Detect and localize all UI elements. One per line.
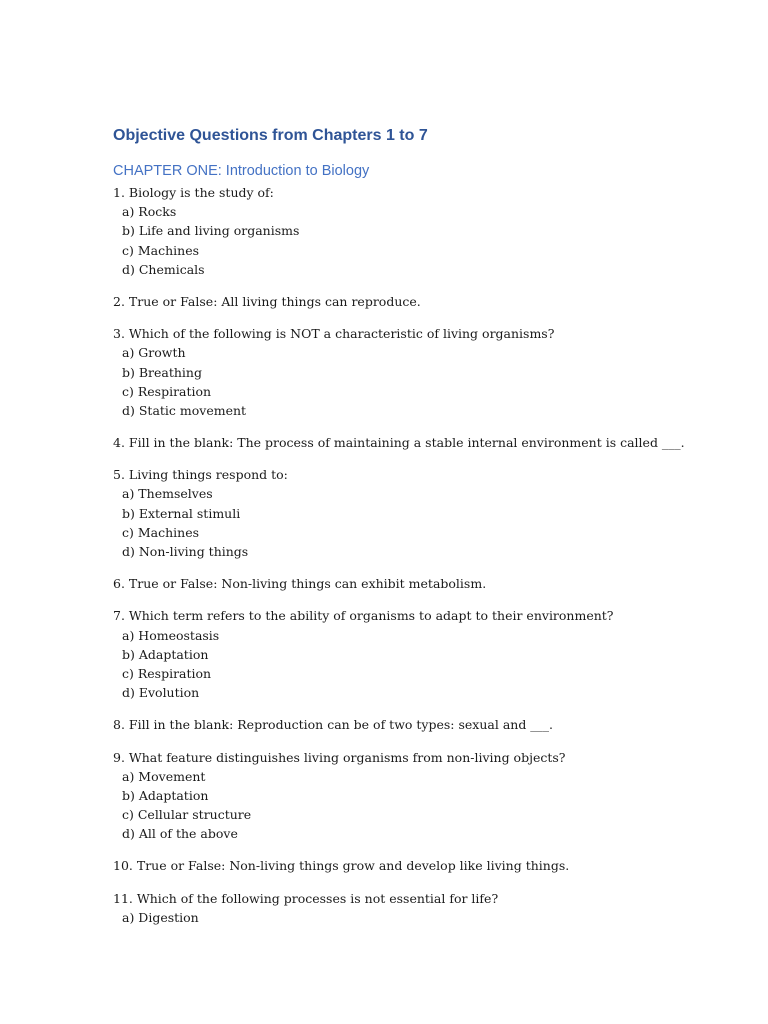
question-text: 10. True or False: Non-living things grow and develop like living things.: [113, 858, 570, 874]
question-text: 8. Fill in the blank: Reproduction can be of two types: sexual and ___.: [113, 717, 554, 733]
question-block: [113, 433, 713, 452]
question-text: 6. True or False: Non-living things can exhibit metabolism.: [113, 576, 487, 592]
question-text: 11. Which of the following processes is not essential for life?: [113, 890, 499, 906]
answer-option: c) Machines: [122, 524, 200, 540]
answer-option: d) Static movement: [122, 402, 247, 418]
question-text: 2. True or False: All living things can reproduce.: [113, 293, 421, 309]
question-block: [113, 465, 713, 561]
document-page: [113, 126, 713, 940]
question-block: [113, 715, 713, 734]
question-text: 5. Living things respond to:: [113, 467, 288, 483]
question-text: 4. Fill in the blank: The process of maintaining a stable internal environment is called ___.: [113, 435, 685, 451]
question-text: 7. Which term refers to the ability of organisms to adapt to their environment?: [113, 608, 614, 624]
question-text: 9. What feature distinguishes living organisms from non-living objects?: [113, 749, 566, 765]
answer-option: a) Rocks: [122, 204, 177, 220]
answer-option: d) All of the above: [122, 826, 238, 842]
answer-option: a) Growth: [122, 345, 186, 361]
question-block: [113, 574, 713, 593]
answer-option: d) Non-living things: [122, 544, 249, 559]
answer-option: d) Chemicals: [122, 261, 205, 277]
question-text: 1. Biology is the study of:: [113, 185, 274, 200]
answer-option: d) Evolution: [122, 685, 200, 701]
answer-option: b) Breathing: [122, 364, 202, 380]
question-list: [113, 183, 713, 927]
answer-option: a) Digestion: [122, 909, 199, 925]
answer-option: c) Respiration: [122, 383, 212, 399]
answer-option: c) Respiration: [122, 665, 212, 681]
question-text: 3. Which of the following is NOT a characteristic of living organisms?: [113, 326, 555, 342]
answer-option: a) Movement: [122, 768, 206, 784]
question-block: [113, 889, 713, 927]
answer-option: b) Adaptation: [122, 646, 209, 662]
chapter-heading: CHAPTER ONE: Introduction to Biology: [113, 163, 370, 179]
question-block: [113, 292, 713, 311]
question-block: [113, 856, 713, 875]
answer-option: b) Life and living organisms: [122, 223, 300, 239]
answer-option: a) Themselves: [122, 486, 213, 502]
question-block: [113, 183, 713, 279]
answer-option: b) Adaptation: [122, 787, 209, 803]
answer-option: a) Homeostasis: [122, 627, 220, 643]
document-title: Objective Questions from Chapters 1 to 7: [113, 127, 428, 144]
answer-option: c) Cellular structure: [122, 807, 252, 823]
question-block: [113, 606, 713, 702]
question-block: [113, 324, 713, 420]
answer-option: c) Machines: [122, 242, 200, 258]
question-block: [113, 748, 713, 844]
answer-option: b) External stimuli: [122, 505, 241, 521]
